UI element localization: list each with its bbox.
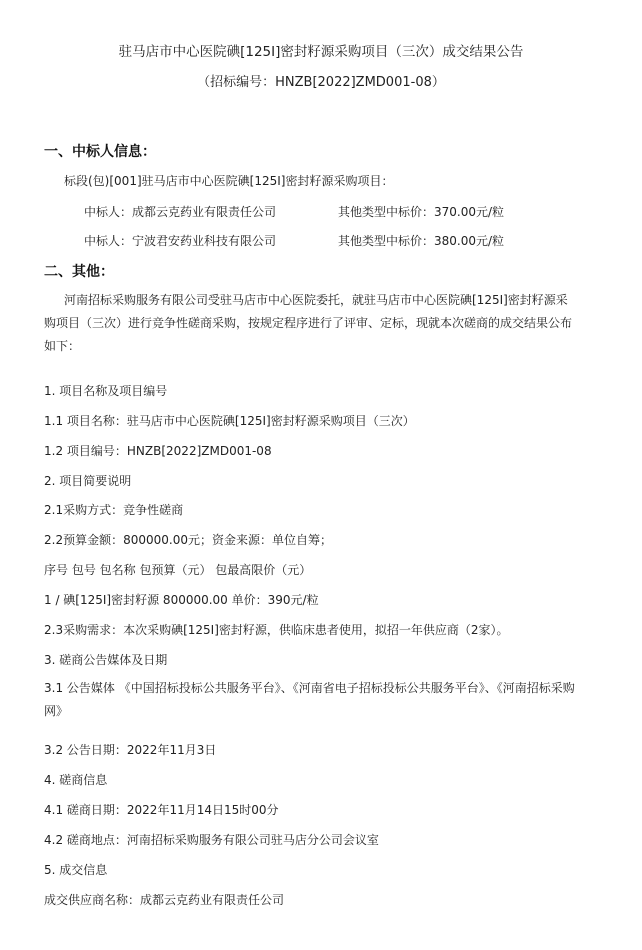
text-line: 3. 磋商公告媒体及日期 xyxy=(44,653,168,667)
text-line: 1. 项目名称及项目编号 xyxy=(44,384,168,398)
winner-name-1: 中标人：成都云克药业有限责任公司 xyxy=(84,205,277,219)
text-line: 2. 项目简要说明 xyxy=(44,474,132,488)
media-line: 3.1 公告媒体 《中国招标投标公共服务平台》、《河南省电子招标投标公共服务平台》、《河南招标采购网》 xyxy=(44,681,575,718)
lot-line: 标段(包)[001]驻马店市中心医院碘[125I]密封籽源采购项目： xyxy=(64,174,394,188)
text-line: 2.2预算金额：800000.00元；资金来源：单位自筹； xyxy=(44,533,332,547)
text-line: 4. 磋商信息 xyxy=(44,773,108,787)
page-title: 驻马店市中心医院碘[125I]密封籽源采购项目（三次）成交结果公告 xyxy=(118,44,524,60)
text-line: 1.1 项目名称：驻马店市中心医院碘[125I]密封籽源采购项目（三次） xyxy=(44,414,415,428)
winner-price-1: 其他类型中标价：370.00元/粒 xyxy=(338,205,505,219)
text-line: 成交供应商名称：成都云克药业有限责任公司 xyxy=(44,893,285,907)
text-line: 2.3采购需求：本次采购碘[125I]密封籽源，供临床患者使用，拟招一年供应商（2家）。 xyxy=(44,623,509,637)
winner-name-2: 中标人：宁波君安药业科技有限公司 xyxy=(84,234,277,248)
text-line: 1.2 项目编号：HNZB[2022]ZMD001-08 xyxy=(44,444,272,458)
text-line: 4.2 磋商地点：河南招标采购服务有限公司驻马店分公司会议室 xyxy=(44,833,379,847)
section-heading-other: 二、其他： xyxy=(44,264,114,280)
table-header-line: 序号 包号 包名称 包预算（元） 包最高限价（元） xyxy=(44,563,312,577)
text-line: 5. 成交信息 xyxy=(44,863,108,877)
section-heading-winners: 一、中标人信息： xyxy=(44,144,156,160)
text-line: 2.1采购方式：竞争性磋商 xyxy=(44,503,184,517)
page-subtitle: （招标编号：HNZB[2022]ZMD001-08） xyxy=(197,75,445,90)
intro-paragraph: 河南招标采购服务有限公司受驻马店市中心医院委托，就驻马店市中心医院碘[125I]密封籽源采购项目（三次）进行竞争性磋商采购，按规定程序进行了评审、定标，现就本次磋商的成交结果公布如下： xyxy=(44,293,573,353)
text-line: 3.2 公告日期：2022年11月3日 xyxy=(44,743,217,757)
table-row-line: 1 / 碘[125I]密封籽源 800000.00 单价：390元/粒 xyxy=(44,593,319,607)
text-line: 4.1 磋商日期：2022年11月14日15时00分 xyxy=(44,803,279,817)
winner-price-2: 其他类型中标价：380.00元/粒 xyxy=(338,234,505,248)
